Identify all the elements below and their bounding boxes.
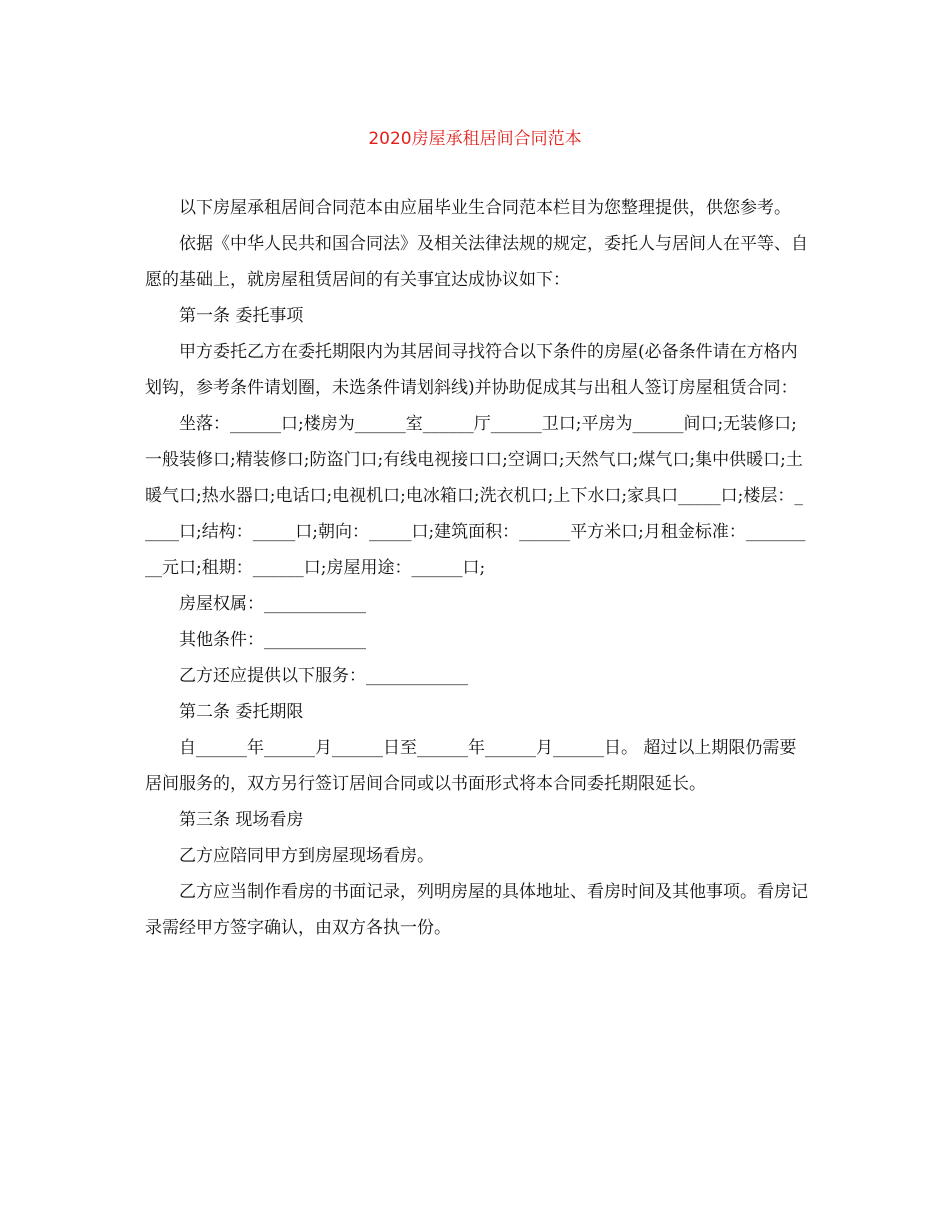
paragraph-viewing-record: 乙方应当制作看房的书面记录，列明房屋的具体地址、看房时间及其他事项。看房记录需经甲方签字确认，由双方各执一份。: [145, 882, 808, 938]
paragraph-extra-services: 乙方还应提供以下服务：____________: [179, 666, 468, 686]
section-heading-1: 第一条 委托事项: [179, 306, 304, 326]
paragraph-conditions: 坐落：______口;楼房为______室______厅______卫口;平房为______间口;无装修口;一般装修口;精装修口;防盗门口;有线电视接口口;空调口;天然气口;煤气口;集中供暖口;土暖气口;热水器口;电话口;电视机口;电冰箱口;洗衣机口;上下水口;家具口_____口;楼层：_____口;结构：_____口;朝向：_____口;建筑面积：______平方米口;月租金标准：_________元口;租期：______口;房屋用途：______口;: [145, 414, 806, 578]
paragraph-intro: 以下房屋承租居间合同范本由应届毕业生合同范本栏目为您整理提供，供您参考。: [179, 198, 791, 218]
paragraph-ownership: 房屋权属：____________: [179, 594, 366, 614]
document-title: 2020房屋承租居间合同范本: [368, 129, 582, 149]
paragraph-term: 自______年______月______日至______年______月______日。 超过以上期限仍需要居间服务的，双方另行签订居间合同或以书面形式将本合同委托期限延长。: [145, 738, 797, 794]
paragraph-commission: 甲方委托乙方在委托期限内为其居间寻找符合以下条件的房屋(必备条件请在方格内划钩，参考条件请划圈，未选条件请划斜线)并协助促成其与出租人签订房屋租赁合同：: [145, 342, 798, 398]
section-heading-3: 第三条 现场看房: [179, 810, 304, 830]
paragraph-legal-basis: 依据《中华人民共和国合同法》及相关法律法规的规定，委托人与居间人在平等、自愿的基础上，就房屋租赁居间的有关事宜达成协议如下：: [145, 234, 808, 290]
section-heading-2: 第二条 委托期限: [179, 702, 304, 722]
paragraph-other-conditions: 其他条件：____________: [179, 630, 366, 650]
paragraph-viewing: 乙方应陪同甲方到房屋现场看房。: [179, 846, 434, 866]
document-body: [145, 190, 810, 946]
